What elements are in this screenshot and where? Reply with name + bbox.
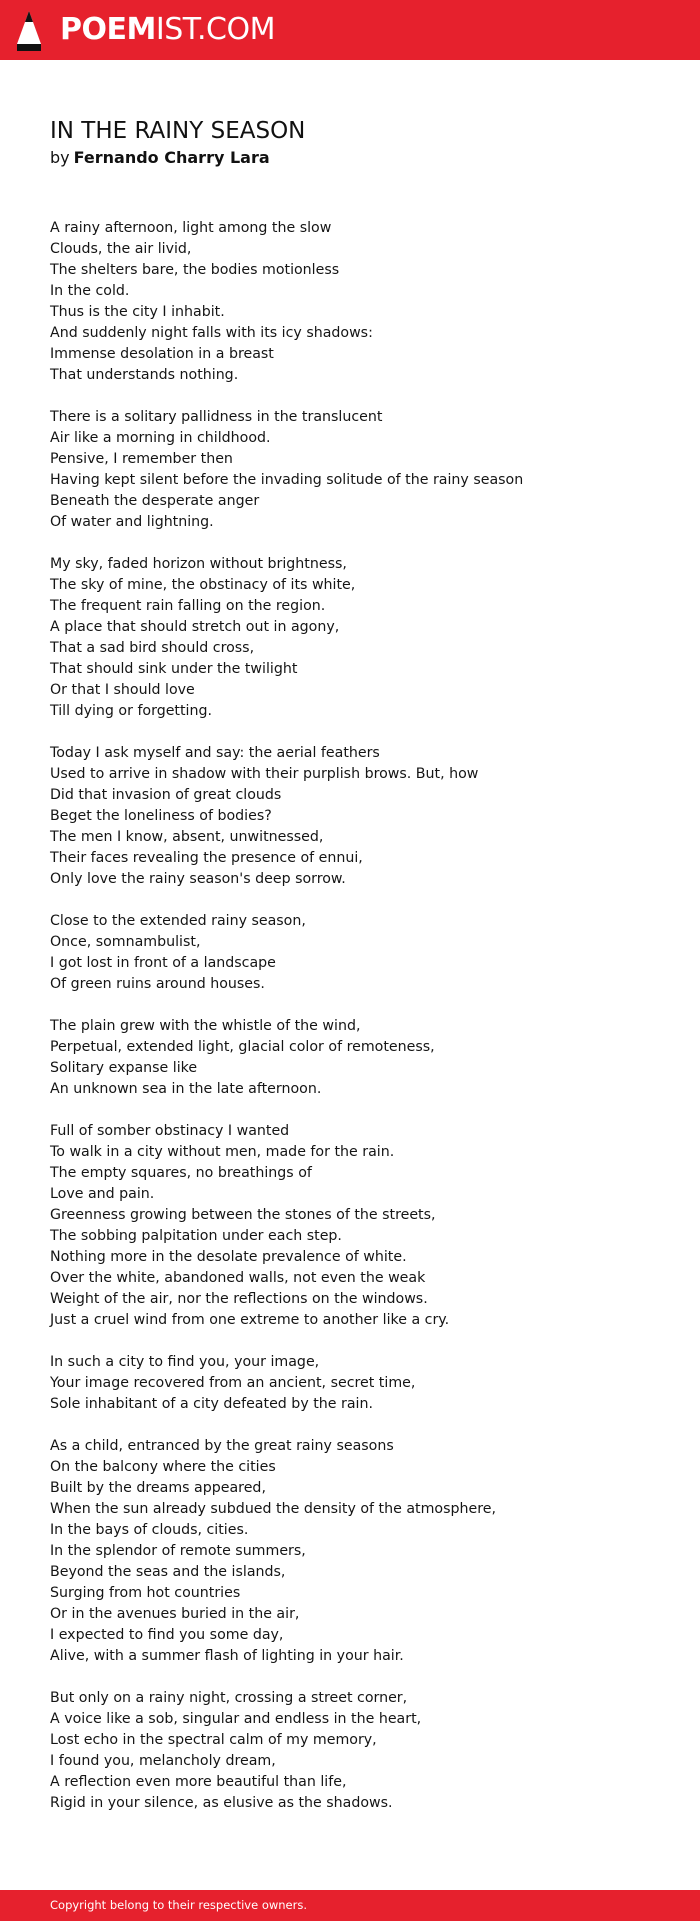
poem-line: Built by the dreams appeared,: [50, 1480, 266, 1496]
poem-stanza: [50, 1436, 670, 1667]
poem-line: The sky of mine, the obstinacy of its white,: [50, 577, 356, 593]
poem-byline: [50, 146, 270, 170]
poem-line: Air like a morning in childhood.: [50, 430, 271, 446]
poem-stanza: [50, 743, 670, 890]
poem-line: To walk in a city without men, made for the rain.: [50, 1144, 395, 1160]
poem-stanza: [50, 1352, 670, 1415]
poem-line: Only love the rainy season's deep sorrow.: [50, 871, 346, 887]
poem-line: That a sad bird should cross,: [50, 640, 255, 656]
poem-line: The frequent rain falling on the region.: [50, 598, 326, 614]
poem-line: That should sink under the twilight: [50, 661, 298, 677]
poem-line: Of water and lightning.: [50, 514, 214, 530]
poem-line: The shelters bare, the bodies motionless: [50, 262, 340, 278]
poem-line: Thus is the city I inhabit.: [50, 304, 225, 320]
poem-line: In the splendor of remote summers,: [50, 1543, 306, 1559]
poem-line: Lost echo in the spectral calm of my memory,: [50, 1732, 377, 1748]
poem-stanza: [50, 1121, 670, 1331]
poem-line: A place that should stretch out in agony,: [50, 619, 340, 635]
poem-line: Immense desolation in a breast: [50, 346, 274, 362]
poem-line: Alive, with a summer flash of lighting in your hair.: [50, 1648, 404, 1664]
poem-line: Today I ask myself and say: the aerial feathers: [50, 745, 380, 761]
poem-line: When the sun already subdued the density of the atmosphere,: [50, 1501, 496, 1517]
poem-line: Your image recovered from an ancient, secret time,: [50, 1375, 416, 1391]
poem-title: IN THE RAINY SEASON: [50, 118, 306, 144]
poem-line: Over the white, abandoned walls, not even the weak: [50, 1270, 426, 1286]
poem-line: An unknown sea in the late afternoon.: [50, 1081, 322, 1097]
poem-line: The men I know, absent, unwitnessed,: [50, 829, 324, 845]
poem-line: But only on a rainy night, crossing a street corner,: [50, 1690, 408, 1706]
poem-line: Nothing more in the desolate prevalence of white.: [50, 1249, 407, 1265]
logo-light-text: IST.COM: [155, 12, 275, 47]
poem-stanza: [50, 407, 670, 533]
poem-stanza: [50, 554, 670, 722]
poem-line: The empty squares, no breathings of: [50, 1165, 312, 1181]
poem-line: Love and pain.: [50, 1186, 155, 1202]
poem-line: Perpetual, extended light, glacial color of remoteness,: [50, 1039, 435, 1055]
poem-line: And suddenly night falls with its icy shadows:: [50, 325, 373, 341]
poem-line: There is a solitary pallidness in the translucent: [50, 409, 383, 425]
poem-line: Once, somnambulist,: [50, 934, 201, 950]
poem-author: Fernando Charry Lara: [73, 148, 270, 167]
poem-line: Beyond the seas and the islands,: [50, 1564, 286, 1580]
site-logo[interactable]: [60, 10, 275, 50]
poem-line: Or in the avenues buried in the air,: [50, 1606, 300, 1622]
poem-line: Did that invasion of great clouds: [50, 787, 282, 803]
poem-line: Full of somber obstinacy I wanted: [50, 1123, 290, 1139]
poem-line: Pensive, I remember then: [50, 451, 233, 467]
poem-stanza: [50, 218, 670, 386]
poem-line: Beget the loneliness of bodies?: [50, 808, 272, 824]
poem-line: The sobbing palpitation under each step.: [50, 1228, 342, 1244]
poem-line: That understands nothing.: [50, 367, 239, 383]
poem-line: I expected to find you some day,: [50, 1627, 284, 1643]
poem-stanza: [50, 1688, 670, 1814]
poem-line: My sky, faded horizon without brightness,: [50, 556, 347, 572]
poem-line: Having kept silent before the invading solitude of the rainy season: [50, 472, 524, 488]
poem-line: The plain grew with the whistle of the wind,: [50, 1018, 361, 1034]
poem-stanza: [50, 1016, 670, 1100]
site-header: [0, 0, 700, 60]
poem-line: Used to arrive in shadow with their purplish brows. But, how: [50, 766, 479, 782]
poem-line: Beneath the desperate anger: [50, 493, 260, 509]
poem-line: Of green ruins around houses.: [50, 976, 265, 992]
poem-line: Rigid in your silence, as elusive as the shadows.: [50, 1795, 393, 1811]
poem-line: Clouds, the air livid,: [50, 241, 192, 257]
poem-line: A voice like a sob, singular and endless in the heart,: [50, 1711, 422, 1727]
poem-line: Till dying or forgetting.: [50, 703, 213, 719]
site-footer: [0, 1890, 700, 1921]
poem-line: Sole inhabitant of a city defeated by the rain.: [50, 1396, 373, 1412]
pencil-icon[interactable]: [16, 10, 42, 52]
poem-stanza: [50, 911, 670, 995]
poem-line: Or that I should love: [50, 682, 195, 698]
poem-line: As a child, entranced by the great rainy seasons: [50, 1438, 394, 1454]
poem-line: On the balcony where the cities: [50, 1459, 276, 1475]
poem-line: Surging from hot countries: [50, 1585, 241, 1601]
poem-line: Just a cruel wind from one extreme to another like a cry.: [50, 1312, 450, 1328]
poem-line: Greenness growing between the stones of the streets,: [50, 1207, 436, 1223]
poem-line: Close to the extended rainy season,: [50, 913, 306, 929]
by-label: by: [50, 148, 70, 167]
poem-line: A reflection even more beautiful than life,: [50, 1774, 347, 1790]
copyright-text: Copyright belong to their respective owners.: [50, 1898, 308, 1912]
poem-line: In such a city to find you, your image,: [50, 1354, 320, 1370]
poem-line: A rainy afternoon, light among the slow: [50, 220, 332, 236]
poem-body: [50, 218, 670, 1835]
poem-line: Weight of the air, nor the reflections on the windows.: [50, 1291, 428, 1307]
poem-line: In the cold.: [50, 283, 130, 299]
poem-line: I found you, melancholy dream,: [50, 1753, 276, 1769]
poem-line: I got lost in front of a landscape: [50, 955, 276, 971]
poem-line: Their faces revealing the presence of ennui,: [50, 850, 363, 866]
poem-line: In the bays of clouds, cities.: [50, 1522, 249, 1538]
logo-bold-text: POEM: [60, 12, 156, 47]
poem-line: Solitary expanse like: [50, 1060, 198, 1076]
